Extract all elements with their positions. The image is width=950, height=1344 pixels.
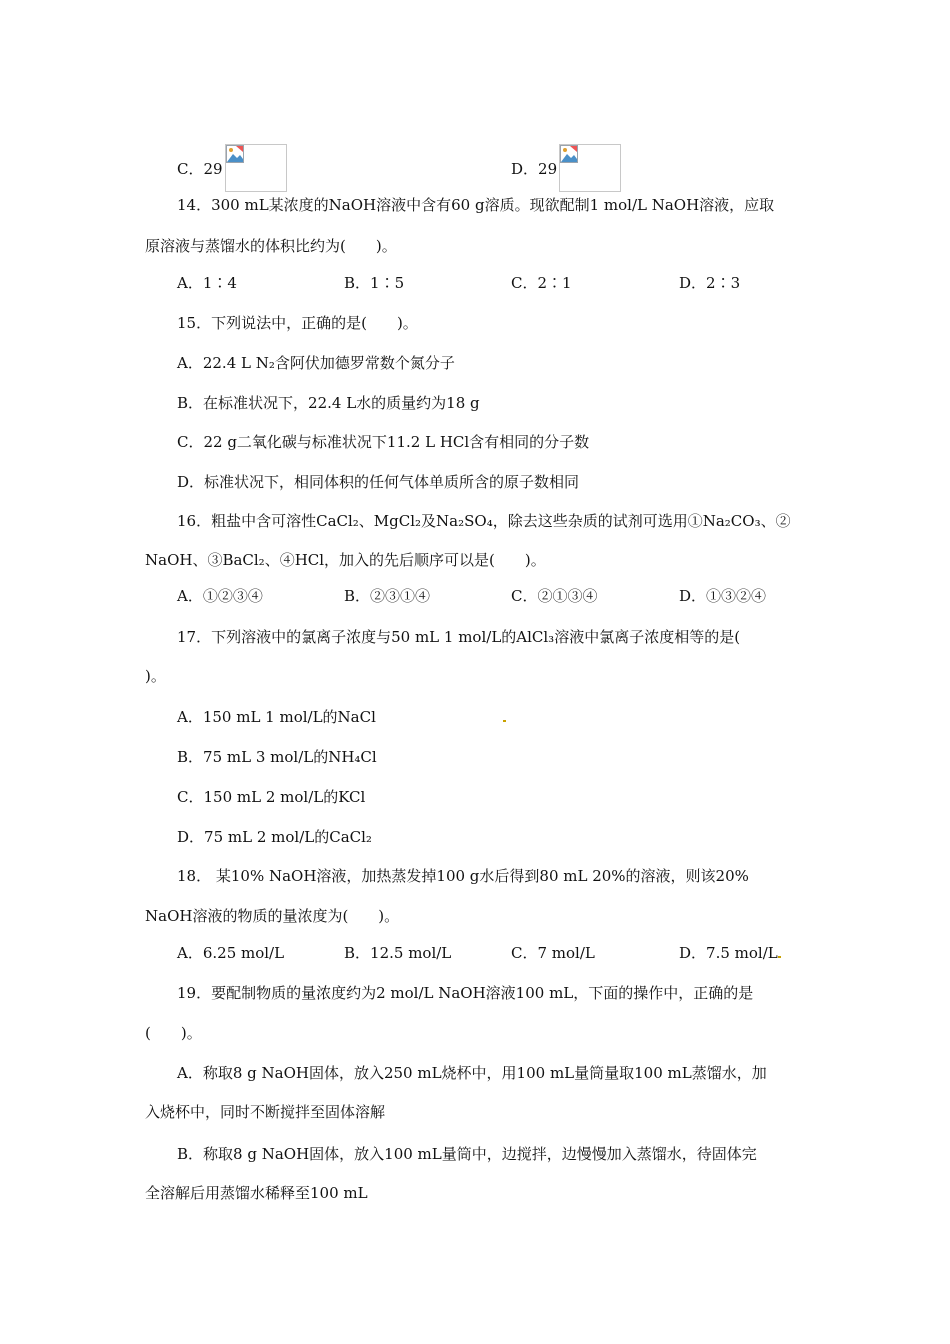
q16-option-d: D．①③②④ — [679, 587, 767, 605]
q13-option-c — [177, 144, 287, 192]
q16-stem-line1: 16．粗盐中含可溶性CaCl₂、MgCl₂及Na₂SO₄，除去这些杂质的试剂可选用①Na₂CO₃、② — [177, 512, 791, 530]
q19-option-a-line1: A．称取8 g NaOH固体，放入250 mL烧杯中，用100 mL量筒量取100 mL蒸馏水，加 — [177, 1064, 767, 1082]
q14-option-c: C．2∶1 — [511, 274, 572, 292]
q15-option-d: D．标准状况下，相同体积的任何气体单质所含的原子数相同 — [177, 473, 580, 491]
q14-option-b: B．1∶5 — [344, 274, 405, 292]
broken-image-icon — [226, 145, 244, 163]
q16-option-c: C．②①③④ — [511, 587, 598, 605]
q14-option-d: D．2∶3 — [679, 274, 741, 292]
q17-option-d: D．75 mL 2 mol/L的CaCl₂ — [177, 828, 372, 846]
q16-option-b: B．②③①④ — [344, 587, 431, 605]
q19-stem-line1: 19．要配制物质的量浓度约为2 mol/L NaOH溶液100 mL，下面的操作中，正确的是 — [177, 984, 754, 1002]
q19-option-b-line2: 全溶解后用蒸馏水稀释至100 mL — [145, 1184, 368, 1202]
stray-mark — [503, 720, 506, 722]
q16-option-a: A．①②③④ — [177, 587, 263, 605]
q13-option-c-text: C．29 — [177, 160, 223, 178]
q19-option-b-line1: B．称取8 g NaOH固体，放入100 mL量筒中，边搅拌，边慢慢加入蒸馏水，待固体完 — [177, 1145, 757, 1163]
q18-option-d: D．7.5 mol/L — [679, 944, 778, 962]
q14-stem-line1: 14．300 mL某浓度的NaOH溶液中含有60 g溶质。现欲配制1 mol/L NaOH溶液，应取 — [177, 196, 775, 214]
q19-option-a-line2: 入烧杯中，同时不断搅拌至固体溶解 — [145, 1103, 386, 1121]
q15-option-a: A．22.4 L N₂含阿伏加德罗常数个氮分子 — [177, 354, 455, 372]
q14-option-a: A．1∶4 — [177, 274, 237, 292]
q13-option-c-image — [225, 144, 287, 192]
q17-option-a: A．150 mL 1 mol/L的NaCl — [177, 708, 376, 726]
q18-option-c: C．7 mol/L — [511, 944, 595, 962]
q18-stem-line1: 18． 某10% NaOH溶液，加热蒸发掉100 g水后得到80 mL 20%的溶液，则该20% — [177, 867, 749, 885]
q16-stem-line2: NaOH、③BaCl₂、④HCl，加入的先后顺序可以是( )。 — [145, 551, 546, 569]
q15-option-c: C．22 g二氧化碳与标准状况下11.2 L HCl含有相同的分子数 — [177, 433, 590, 451]
q18-option-a: A．6.25 mol/L — [177, 944, 285, 962]
stray-mark — [778, 956, 781, 958]
q15-stem: 15．下列说法中，正确的是( )。 — [177, 314, 418, 332]
q18-stem-line2: NaOH溶液的物质的量浓度为( )。 — [145, 907, 400, 925]
q17-option-b: B．75 mL 3 mol/L的NH₄Cl — [177, 748, 377, 766]
q13-option-d-image — [559, 144, 621, 192]
q17-option-c: C．150 mL 2 mol/L的KCl — [177, 788, 366, 806]
q14-stem-line2: 原溶液与蒸馏水的体积比约为( )。 — [145, 237, 397, 255]
q13-option-d — [511, 144, 621, 192]
q13-option-d-text: D．29 — [511, 160, 558, 178]
q17-stem-line1: 17．下列溶液中的氯离子浓度与50 mL 1 mol/L的AlCl₃溶液中氯离子浓度相等的是( — [177, 628, 741, 646]
q18-option-b: B．12.5 mol/L — [344, 944, 452, 962]
q15-option-b: B．在标准状况下，22.4 L水的质量约为18 g — [177, 394, 480, 412]
q17-stem-line2: )。 — [145, 667, 166, 685]
q19-stem-line2: ( )。 — [145, 1024, 202, 1042]
broken-image-icon — [560, 145, 578, 163]
